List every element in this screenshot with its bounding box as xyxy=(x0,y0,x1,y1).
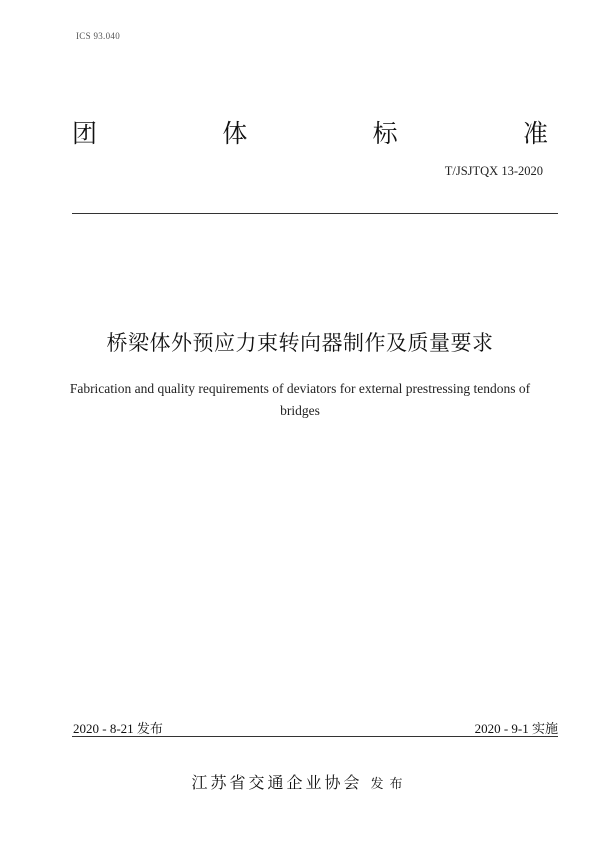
standard-type-char: 准 xyxy=(522,119,548,148)
publisher-organization: 江苏省交通企业协会 xyxy=(191,773,363,792)
standard-type-char: 标 xyxy=(372,119,398,148)
implementation-date: 2020 - 9-1 实施 xyxy=(474,721,558,736)
standard-type-char: 团 xyxy=(72,119,98,148)
standard-type-heading xyxy=(72,114,548,150)
document-title-en: Fabrication and quality requirements of deviators for external prestressing tendons of bridges xyxy=(69,381,531,418)
bottom-divider xyxy=(72,736,558,737)
publisher-line xyxy=(0,770,600,793)
standard-type-char: 体 xyxy=(222,119,248,148)
issue-date: 2020 - 8-21 发布 xyxy=(73,721,163,736)
standard-number: T/JSJTQX 13-2020 xyxy=(444,164,543,178)
publisher-action: 发布 xyxy=(370,777,409,792)
document-title-cn: 桥梁体外预应力束转向器制作及质量要求 xyxy=(106,331,494,355)
top-divider xyxy=(72,213,558,214)
ics-code: ICS 93.040 xyxy=(76,31,121,41)
